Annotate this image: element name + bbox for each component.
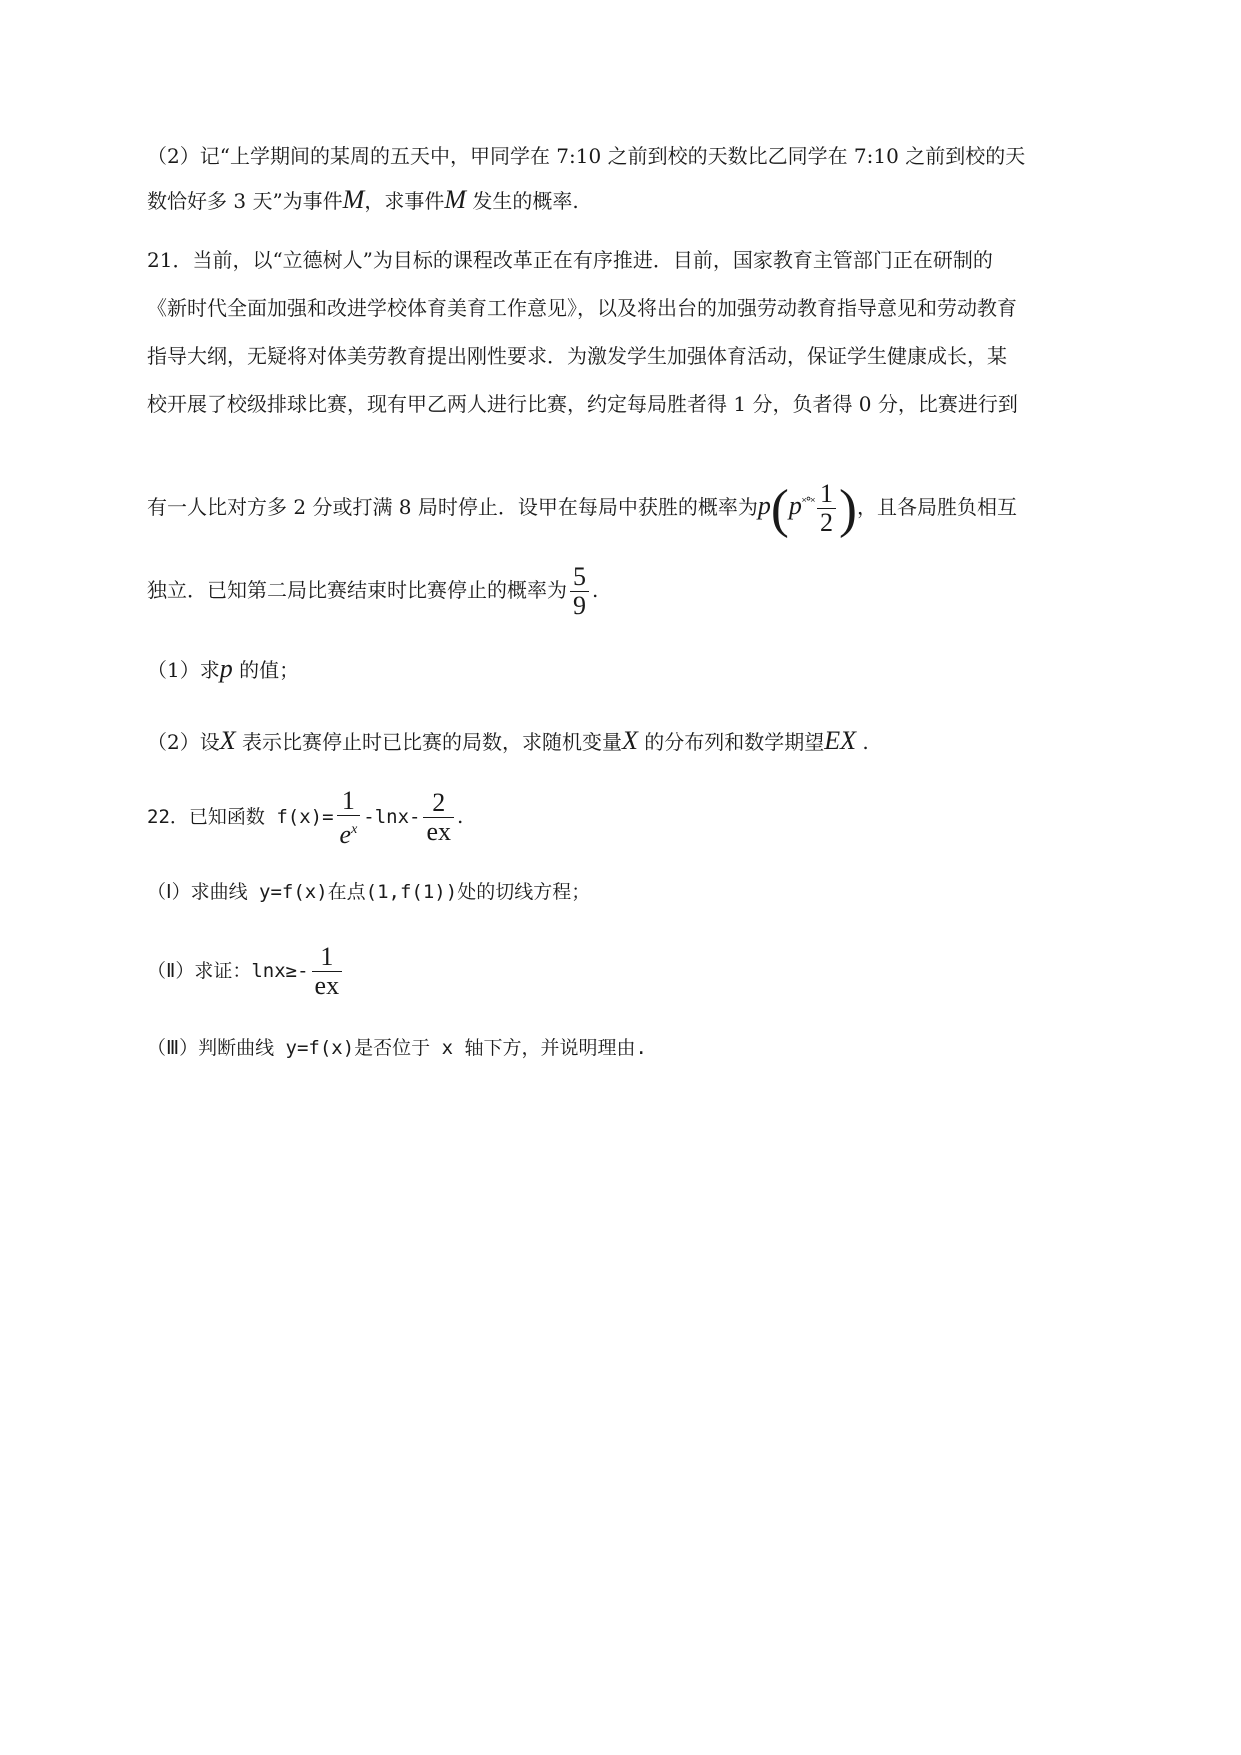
- paren-open: (: [770, 478, 789, 539]
- fraction-half: $\frac{1}{2}$: [817, 480, 836, 537]
- q22-part1: （Ⅰ）求曲线 y=f(x)在点(1,f(1))处的切线方程；: [147, 881, 591, 903]
- var-M: M: [342, 185, 365, 214]
- q21-line2: 《新时代全面加强和改进学校体育美育工作意见》，以及将出台的加强劳动教育指导意见和劳动教育: [147, 296, 1017, 320]
- q22-part2: （Ⅱ）求证：lnx≥- $\frac{1}{ex}$: [147, 940, 1091, 1000]
- q20-part2-line1: （2）记“上学期间的某周的五天中，甲同学在 7:10 之前到校的天数比乙同学在 7:10 之前到校的天: [147, 144, 1026, 168]
- q21-line4: 校开展了校级排球比赛，现有甲乙两人进行比赛，约定每局胜者得 1 分，负者得 0 分，比赛进行到: [147, 392, 1018, 416]
- q21-line3: 指导大纲，无疑将对体美劳教育提出刚性要求．为激发学生加强体育活动，保证学生健康成长，某: [147, 344, 1007, 368]
- q22-stem: 22．已知函数 f(x)= $\frac{1}{e^x}$ -lnx- $\frac{2}{ex}$ .: [147, 785, 464, 849]
- q21-line5: 有一人比对方多 2 分或打满 8 局时停止．设甲在每局中获胜的概率为p(p˟°˟ $\frac{1}{2}$ )，且各局胜负相互: [147, 478, 1018, 539]
- fraction-two-over-ex: $\frac{2}{ex}$: [423, 789, 454, 846]
- fraction-one-over-e-x: $\frac{1}{e^x}$: [337, 787, 361, 849]
- q20-part2-line2: 数恰好多 3 天”为事件M，求事件M 发生的概率.: [147, 185, 579, 214]
- fraction-five-ninths: $\frac{5}{9}$: [570, 563, 589, 620]
- q21-line6: 独立．已知第二局比赛结束时比赛停止的概率为 $\frac{5}{9}$ .: [147, 562, 599, 620]
- q21-line1: 21．当前，以“立德树人”为目标的课程改革正在有序推进．目前，国家教育主管部门正在研制的: [147, 248, 993, 272]
- q21-part1: （1）求p 的值；: [147, 654, 300, 683]
- var-M: M: [444, 185, 467, 214]
- q21-part2: （2）设X 表示比赛停止时已比赛的局数，求随机变量X 的分布列和数学期望EX .: [147, 726, 869, 755]
- var-p: p: [757, 491, 771, 520]
- fraction-one-over-ex: $\frac{1}{ex}$: [312, 943, 343, 1000]
- paren-close: ): [839, 478, 858, 539]
- garbled-symbol: ˟°˟: [801, 495, 815, 509]
- q22-part3: （Ⅲ）判断曲线 y=f(x)是否位于 x 轴下方，并说明理由.: [147, 1037, 647, 1059]
